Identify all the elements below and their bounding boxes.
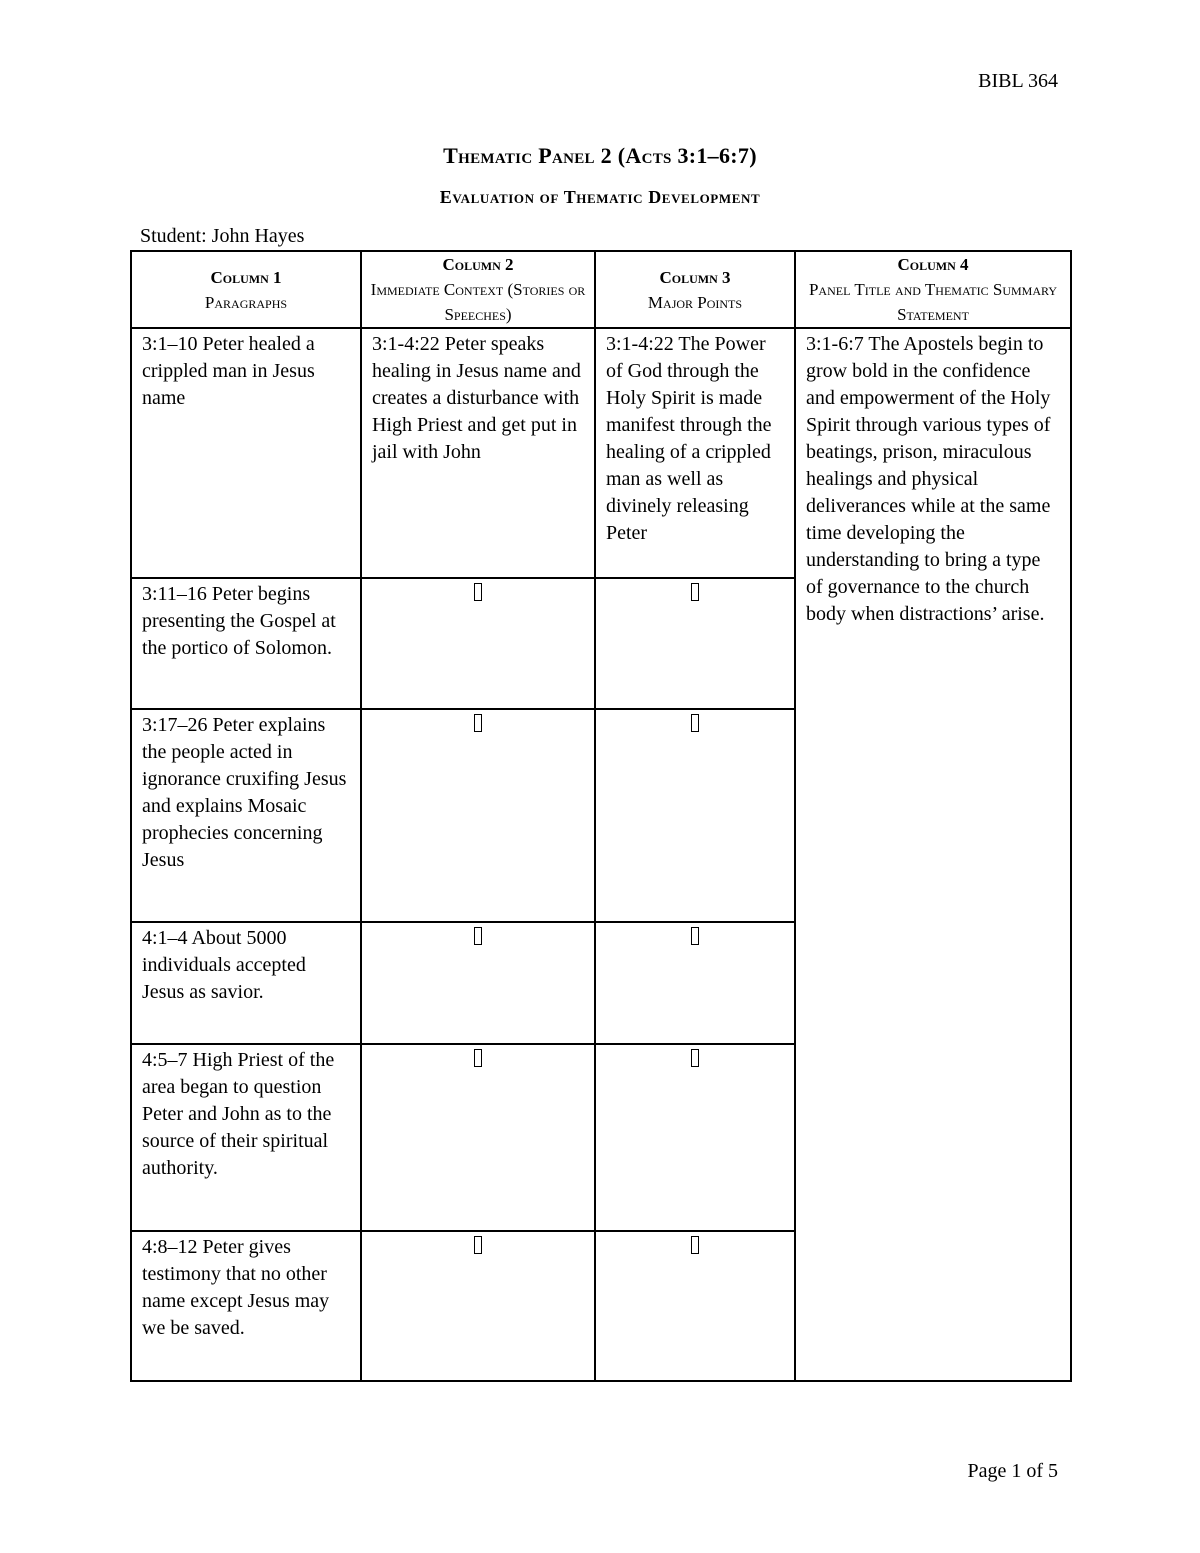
paragraph-cell: 3:17–26 Peter explains the people acted in ignorance cruxifing Jesus and explains Mosaic prophecies concerning Jesus [131,709,361,922]
paragraph-cell: 4:5–7 High Priest of the area began to question Peter and John as to the source of their spiritual authority. [131,1044,361,1231]
paragraph-cell: 3:1–10 Peter healed a crippled man in Jesus name [131,328,361,578]
column-3-subtitle: Major Points [647,292,743,312]
column-4-title: Column 4 [897,255,969,274]
paragraph-cell: 3:11–16 Peter begins presenting the Gospel at the portico of Solomon. [131,578,361,709]
missing-glyph-icon [474,714,482,732]
major-point-cell [595,1231,795,1381]
student-name: Student: John Hayes [140,225,305,247]
column-2-subtitle: Immediate Context (Stories or Speeches) [370,280,586,324]
column-1-header [131,251,361,328]
major-point-cell [595,709,795,922]
page-number: Page 1 of 5 [967,1460,1058,1482]
missing-glyph-icon [691,1049,699,1067]
missing-glyph-icon [474,1236,482,1254]
missing-glyph-icon [691,583,699,601]
column-4-header [795,251,1071,328]
missing-glyph-icon [691,927,699,945]
page-title: Thematic Panel 2 (Acts 3:1–6:7) [443,143,757,168]
table-row [131,328,1071,578]
table-header-row [131,251,1071,328]
context-cell: 3:1-4:22 Peter speaks healing in Jesus name and creates a disturbance with High Priest and get put in jail with John [361,328,595,578]
major-point-cell [595,578,795,709]
major-point-cell [595,1044,795,1231]
course-code: BIBL 364 [978,70,1058,92]
context-cell [361,922,595,1044]
context-cell [361,709,595,922]
missing-glyph-icon [691,714,699,732]
column-2-title: Column 2 [442,255,514,274]
missing-glyph-icon [691,1236,699,1254]
column-3-header [595,251,795,328]
major-point-cell [595,922,795,1044]
page-subtitle: Evaluation of Thematic Development [439,187,761,207]
context-cell [361,1231,595,1381]
thematic-table [130,250,1072,1382]
missing-glyph-icon [474,583,482,601]
paragraph-cell: 4:8–12 Peter gives testimony that no other name except Jesus may we be saved. [131,1231,361,1381]
column-2-header [361,251,595,328]
major-point-cell: 3:1-4:22 The Power of God through the Holy Spirit is made manifest through the healing of a crippled man as well as divinely releasing Peter [595,328,795,578]
summary-cell: 3:1-6:7 The Apostels begin to grow bold in the confidence and empowerment of the Holy Spirit through various types of beatings, prison, miraculous healings and physical deliverances while at the same time developing the understanding to bring a type of governance to the church body when distractions’ arise. [795,328,1071,1381]
column-4-subtitle: Panel Title and Thematic Summary Statement [808,280,1058,324]
column-1-title: Column 1 [210,267,282,287]
column-3-title: Column 3 [659,267,731,287]
column-1-subtitle: Paragraphs [204,292,288,312]
paragraph-cell: 4:1–4 About 5000 individuals accepted Jesus as savior. [131,922,361,1044]
missing-glyph-icon [474,1049,482,1067]
context-cell [361,1044,595,1231]
context-cell [361,578,595,709]
missing-glyph-icon [474,927,482,945]
